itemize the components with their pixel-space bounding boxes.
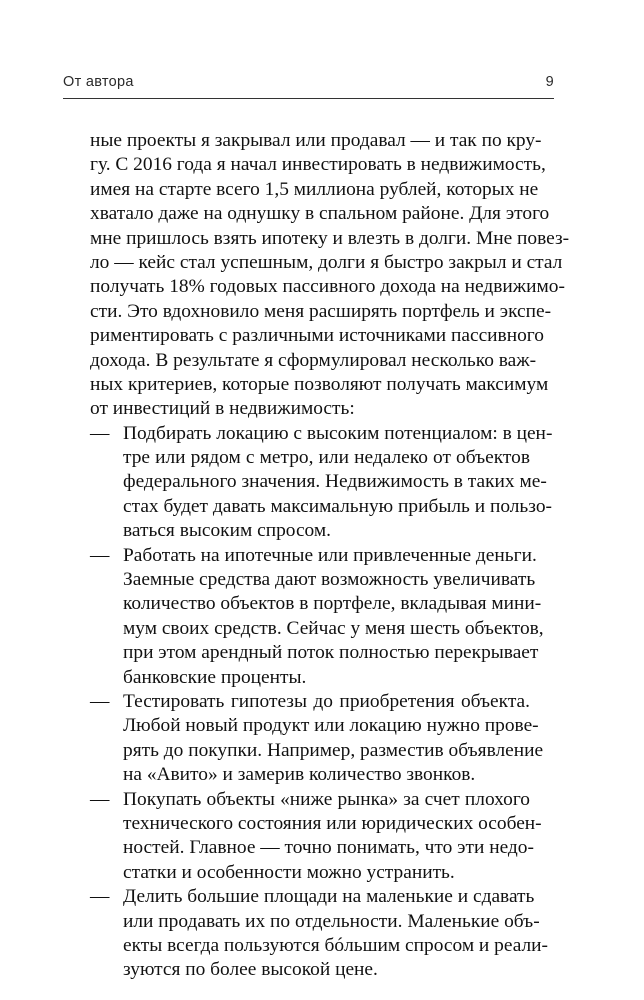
text-line: имея на старте всего 1,5 миллиона рублей, которых не xyxy=(90,178,539,200)
list-item xyxy=(90,885,548,983)
text-line: или продавать их по отдельности. Маленькие объ- xyxy=(123,910,540,932)
running-header xyxy=(63,72,554,99)
list-item xyxy=(90,422,553,544)
text-line: получать 18% годовых пассивного дохода на недвижимо- xyxy=(90,276,565,298)
text-line: екты всегда пользуются бóльшим спросом и реали- xyxy=(123,934,548,956)
list-dash: — xyxy=(90,422,110,444)
list-dash: — xyxy=(90,886,110,908)
list-item xyxy=(90,788,542,886)
text-line: федерального значения. Недвижимость в таких ме- xyxy=(123,471,547,493)
text-line: риментировать с различными источниками пассивного xyxy=(90,325,544,347)
text-line: стах будет давать максимальную прибыль и пользо- xyxy=(123,495,552,517)
text-line: при этом арендный поток полностью перекрывает xyxy=(123,642,539,664)
list-dash: — xyxy=(90,690,110,712)
list-item xyxy=(90,690,544,788)
intro-paragraph xyxy=(90,129,570,422)
text-line: Заемные средства дают возможность увеличивать xyxy=(123,569,536,591)
text-line: ностей. Главное — точно понимать, что эти недо- xyxy=(123,837,534,859)
text-line: хватало даже на однушку в спальном районе. Для этого xyxy=(90,203,550,225)
text-line: гу. С 2016 года я начал инвестировать в недвижимость, xyxy=(90,154,546,176)
text-line: Работать на ипотечные или привлеченные деньги. xyxy=(123,544,537,566)
text-line: тре или рядом с метро, или недалеко от объектов xyxy=(123,447,530,469)
list-dash: — xyxy=(90,544,110,566)
list-dash: — xyxy=(90,788,110,810)
text-line: ные проекты я закрывал или продавал — и так по кру- xyxy=(90,130,542,151)
text-line: ных критериев, которые позволяют получать максимум xyxy=(90,373,549,395)
criteria-list xyxy=(90,422,553,983)
text-line: количество объектов в портфеле, вкладывая мини- xyxy=(123,593,542,615)
text-line: ло — кейс стал успешным, долги я быстро закрыл и стал xyxy=(90,251,563,273)
text-line: мум своих средств. Сейчас у меня шесть объектов, xyxy=(123,617,544,639)
text-line: Тестировать гипотезы до приобретения объекта. xyxy=(123,690,530,712)
text-line: технического состояния или юридических особен- xyxy=(123,812,542,834)
page-body xyxy=(90,129,570,983)
text-line: Делить большие площади на маленькие и сдавать xyxy=(123,886,535,908)
text-line: Подбирать локацию с высоким потенциалом: в цен- xyxy=(123,422,553,444)
text-line: дохода. В результате я сформулировал несколько важ- xyxy=(90,349,537,371)
text-line: зуются по более высокой цене. xyxy=(123,959,378,981)
text-line: банковские проценты. xyxy=(123,666,307,688)
text-line: на «Авито» и замерив количество звонков. xyxy=(123,764,476,786)
text-line: от инвестиций в недвижимость: xyxy=(90,398,355,420)
text-line: сти. Это вдохновило меня расширять портфель и экспе- xyxy=(90,300,552,322)
text-line: статки и особенности можно устранить. xyxy=(123,861,455,883)
page-number: 9 xyxy=(545,74,554,90)
text-line: Покупать объекты «ниже рынка» за счет плохого xyxy=(123,788,530,810)
text-line: ваться высоким спросом. xyxy=(123,520,332,542)
list-item xyxy=(90,544,544,690)
text-line: Любой новый продукт или локацию нужно прове- xyxy=(123,715,539,737)
text-line: мне пришлось взять ипотеку и влезть в долги. Мне повез- xyxy=(90,227,570,249)
chapter-title: От автора xyxy=(63,74,134,90)
text-line: рять до покупки. Например, разместив объявление xyxy=(123,739,544,761)
